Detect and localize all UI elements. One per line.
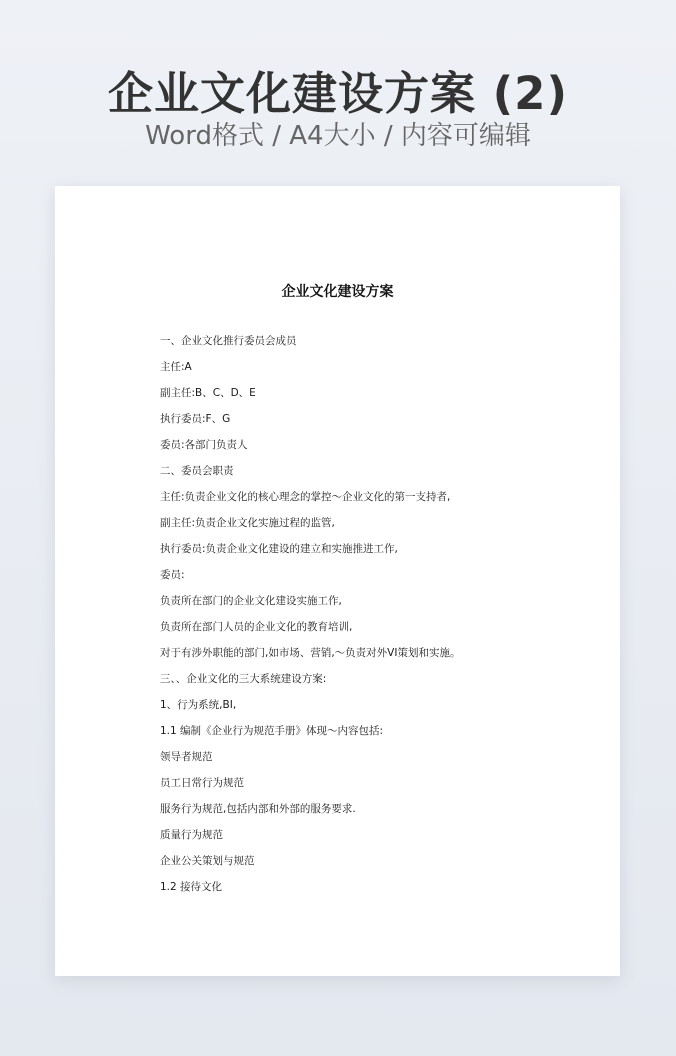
- document-line: 负责所在部门人员的企业文化的教育培训,: [160, 621, 353, 633]
- document-line: 副主任:B、C、D、E: [160, 387, 256, 399]
- document-line: 主任:A: [160, 361, 192, 373]
- document-line: 对于有涉外职能的部门,如市场、营销,～负责对外VI策划和实施。: [160, 647, 461, 659]
- document-line: 执行委员:负责企业文化建设的建立和实施推进工作,: [160, 543, 398, 555]
- document-line: 委员:各部门负责人: [160, 439, 248, 451]
- document-line: 服务行为规范,包括内部和外部的服务要求.: [160, 803, 356, 815]
- document-line: 质量行为规范: [160, 829, 223, 841]
- document-line: 1.2 接待文化: [160, 881, 223, 893]
- document-line: 负责所在部门的企业文化建设实施工作,: [160, 595, 342, 607]
- banner-subtitle: Word格式 / A4大小 / 内容可编辑: [145, 121, 531, 151]
- document-line: 一、企业文化推行委员会成员: [160, 335, 297, 347]
- document-line: 副主任:负责企业文化实施过程的监管,: [160, 517, 335, 529]
- document-line: 三、、企业文化的三大系统建设方案:: [160, 673, 327, 685]
- document-line: 二、委员会职责: [160, 465, 234, 477]
- document-line: 执行委员:F、G: [160, 413, 231, 425]
- document-line: 企业公关策划与规范: [160, 855, 255, 867]
- document-line: 员工日常行为规范: [160, 777, 244, 789]
- document-line: 1、行为系统,BI,: [160, 699, 237, 711]
- document-line: 1.1 编制《企业行为规范手册》体现～内容包括:: [160, 725, 384, 737]
- banner-title: 企业文化建设方案 (2): [107, 67, 569, 120]
- document-title: 企业文化建设方案: [281, 284, 394, 300]
- document-line: 主任:负责企业文化的核心理念的掌控～企业文化的第一支持者,: [160, 491, 451, 503]
- document-body: [160, 331, 580, 903]
- document-line: 领导者规范: [160, 751, 213, 763]
- document-line: 委员:: [160, 569, 185, 581]
- document-page: [55, 186, 620, 976]
